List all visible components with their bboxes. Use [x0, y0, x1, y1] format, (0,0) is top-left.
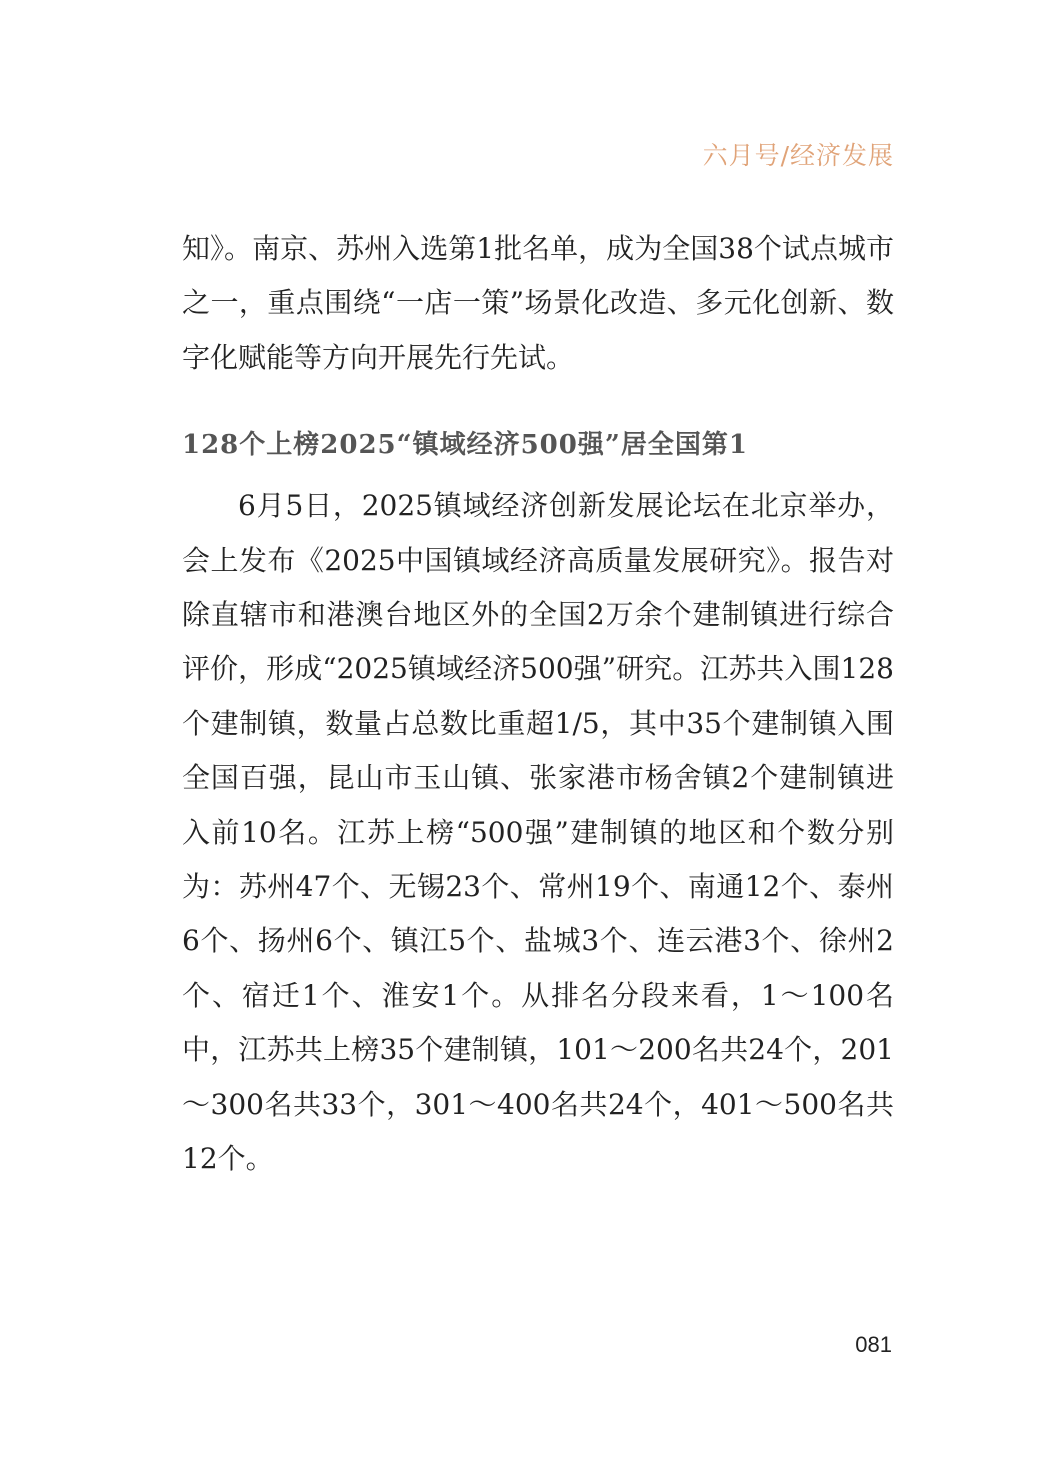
section-heading: 128个上榜2025“镇域经济500强”居全国第1	[182, 430, 748, 461]
page-number: 081	[855, 1332, 892, 1357]
article-content	[182, 222, 894, 1187]
running-header-section-title: 六月号/经济发展	[702, 141, 894, 170]
intro-paragraph: 知》。南京、苏州入选第1批名单，成为全国38个试点城市之一，重点围绕“一店一策”场景化改造、多元化创新、数字化赋能等方向开展先行先试。	[182, 232, 894, 374]
body-paragraph: 6月5日，2025镇域经济创新发展论坛在北京举办，会上发布《2025中国镇域经济高质量发展研究》。报告对除直辖市和港澳台地区外的全国2万余个建制镇进行综合评价，形成“2025镇域经济500强”研究。江苏共入围128个建制镇，数量占总数比重超1/5，其中35个建制镇入围全国百强，昆山市玉山镇、张家港市杨舍镇2个建制镇进入前10名。江苏上榜“500强”建制镇的地区和个数分别为：苏州47个、无锡23个、常州19个、南通12个、泰州6个、扬州6个、镇江5个、盐城3个、连云港3个、徐州2个、宿迁1个、淮安1个。从排名分段来看，1～100名中，江苏共上榜35个建制镇，101～200名共24个，201～300名共33个，301～400名共24个，401～500名共12个。	[182, 489, 894, 1176]
